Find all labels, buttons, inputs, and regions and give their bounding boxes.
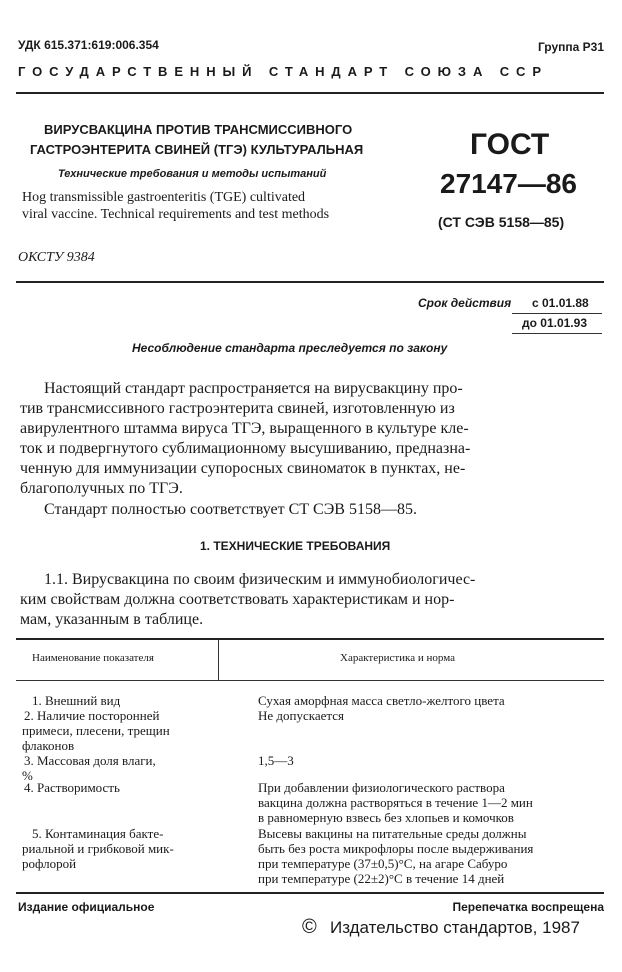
validity-underline <box>512 313 602 314</box>
table-row-5-name-2: риальной и грибковой мик- <box>22 841 174 856</box>
table-row-5-value-4: при температуре (22±2)°С в течение 14 дней <box>258 871 505 886</box>
intro-line-4: ток и подвергнутого сублимационному высушиванию, предназна- <box>20 440 471 457</box>
table-row-1-value: Сухая аморфная масса светло-желтого цвета <box>258 693 505 708</box>
table-row-4-value-1: При добавлении физиологического раствора <box>258 780 505 795</box>
table-column-divider <box>218 640 219 680</box>
intro-line-5: ченную для иммунизации супоросных свиноматок в пунктах, не- <box>20 460 466 477</box>
table-header-rule <box>16 680 604 681</box>
header-rule <box>16 92 604 94</box>
gost-number: 27147—86 <box>440 168 578 199</box>
table-row-5-value-3: при температуре (37±0,5)°С, на агаре Сабуро <box>258 856 508 871</box>
intro-line-2: тив трансмиссивного гастроэнтерита свиней, изготовленную из <box>20 400 455 417</box>
section-1-heading: 1. ТЕХНИЧЕСКИЕ ТРЕБОВАНИЯ <box>200 539 391 553</box>
intro-line-6: благополучных по ТГЭ. <box>20 480 183 497</box>
section-1-para-line-3: мам, указанным в таблице. <box>20 611 204 628</box>
validity-to: до 01.01.93 <box>522 316 587 330</box>
validity-underline-2 <box>512 333 602 334</box>
table-top-rule <box>16 638 604 640</box>
table-row-3-name-2: % <box>22 768 33 783</box>
table-row-3-value: 1,5—3 <box>258 753 294 768</box>
intro-line-1: Настоящий стандарт распространяется на вирусвакцину про- <box>44 380 463 397</box>
table-header-name: Наименование показателя <box>32 652 154 664</box>
validity-label: Срок действия <box>418 296 512 310</box>
official-edition: Издание официальное <box>18 900 155 914</box>
table-row-5-name-1: 5. Контаминация бакте- <box>32 826 164 841</box>
state-standard-banner: ГОСУДАРСТВЕННЫЙ СТАНДАРТ СОЮЗА ССР <box>18 64 548 79</box>
table-row-1-name: 1. Внешний вид <box>32 693 121 708</box>
section-1-para-line-2: ким свойствам должна соответствовать характеристикам и нор- <box>20 591 455 608</box>
group-code: Группа Р31 <box>537 40 604 54</box>
reprint-prohibited: Перепечатка воспрещена <box>452 900 604 914</box>
intro-line-3: авирулентного штамма вируса ТГЭ, выращенного в культуре кле- <box>20 420 469 437</box>
table-row-4-value-3: в равномерную взвесь без хлопьев и комочков <box>258 810 514 825</box>
law-notice: Несоблюдение стандарта преследуется по закону <box>132 341 448 355</box>
compliance-statement: Стандарт полностью соответствует СТ СЭВ 5158—85. <box>44 501 417 518</box>
okstu-code: ОКСТУ 9384 <box>18 250 95 265</box>
table-row-3-name-1: 3. Массовая доля влаги, <box>24 753 156 768</box>
validity-from: с 01.01.88 <box>532 296 589 310</box>
title-ru-line2: ГАСТРОЭНТЕРИТА СВИНЕЙ (ТГЭ) КУЛЬТУРАЛЬНАЯ <box>30 142 364 157</box>
table-row-2-name-2: примеси, плесени, трещин <box>22 723 170 738</box>
udk-code: УДК 615.371:619:006.354 <box>18 38 159 52</box>
title-en-line1: Hog transmissible gastroenteritis (TGE) cultivated <box>22 190 306 205</box>
title-rule <box>16 281 604 283</box>
section-1-para-line-1: 1.1. Вирусвакцина по своим физическим и иммунобиологичес- <box>44 571 476 588</box>
table-row-4-name: 4. Растворимость <box>24 780 120 795</box>
title-ru-subtitle: Технические требования и методы испытаний <box>58 168 327 180</box>
gost-label: ГОСТ <box>470 128 550 161</box>
table-row-5-value-1: Высевы вакцины на питательные среды должны <box>258 826 527 841</box>
table-header-value: Характеристика и норма <box>340 652 455 664</box>
title-en-line2: viral vaccine. Technical requirements and test methods <box>22 207 330 222</box>
table-row-5-name-3: рофлорой <box>22 856 77 871</box>
publisher-line: Издательство стандартов, 1987 <box>330 918 580 937</box>
title-ru-line1: ВИРУСВАКЦИНА ПРОТИВ ТРАНСМИССИВНОГО <box>44 122 353 137</box>
table-row-2-name-1: 2. Наличие посторонней <box>24 708 160 723</box>
table-row-4-value-2: вакцина должна растворяться в течение 1—2 мин <box>258 795 533 810</box>
table-row-2-name-3: флаконов <box>22 738 75 753</box>
footer-rule <box>16 892 604 894</box>
table-row-5-value-2: быть без роста микрофлоры после выдерживания <box>258 841 534 856</box>
copyright-icon: © <box>302 916 317 938</box>
table-row-2-value: Не допускается <box>258 708 344 723</box>
st-sev-reference: (СТ СЭВ 5158—85) <box>438 214 565 230</box>
